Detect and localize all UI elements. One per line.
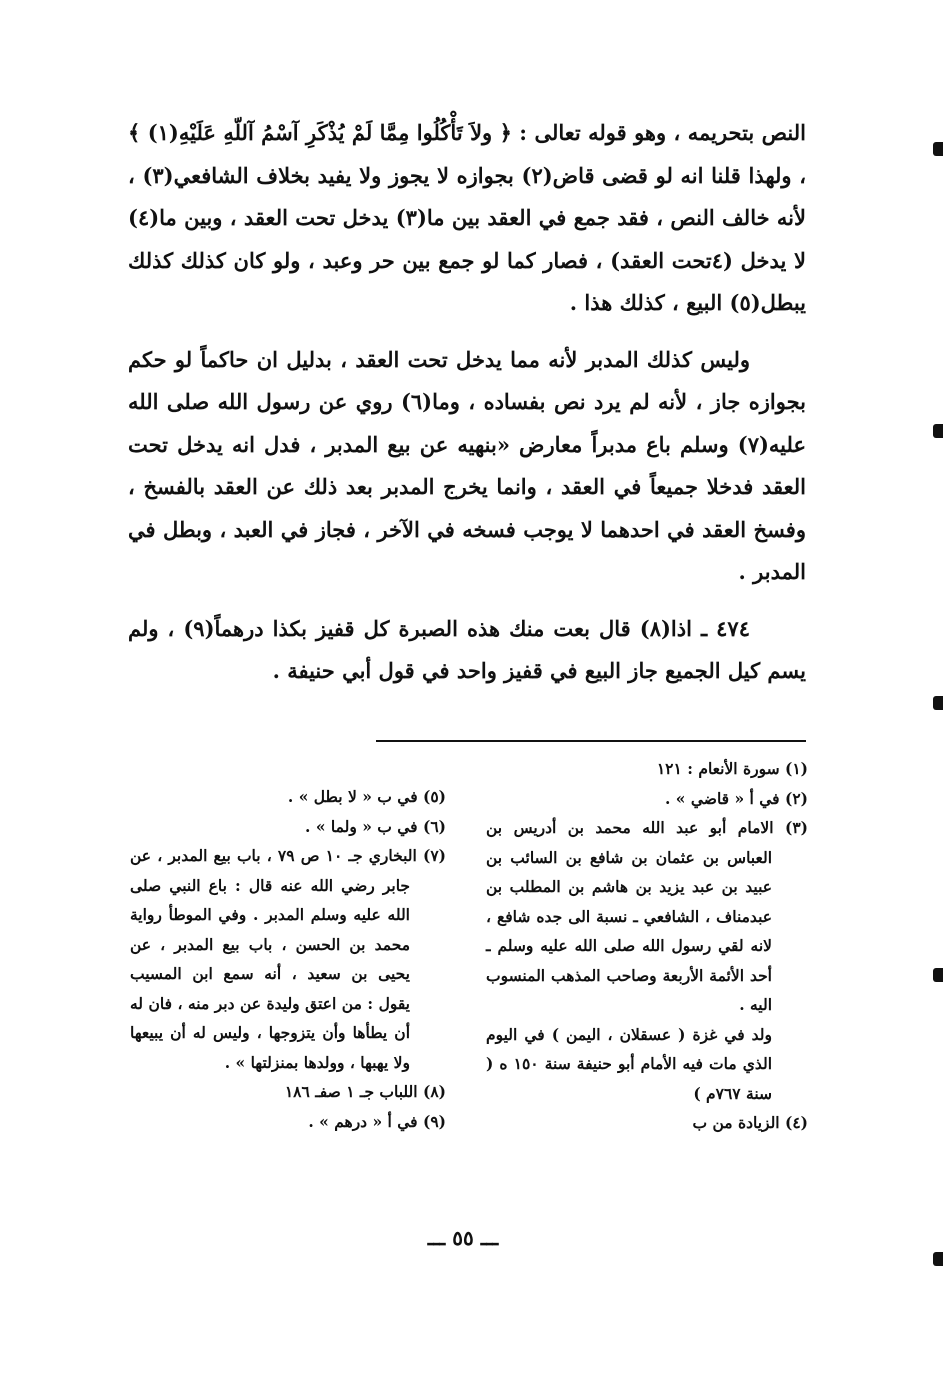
footnote-3: (٣) الامام أبو عبد الله محمد بن أدريس بن العباس بن عثمان بن شافع بن السائب بن عبيد بن عبد يزيد بن هاشم بن المطلب بن عبدمناف ، الشافعي ـ نسبة الى جده شافع ، لانه لقي رسول الله صلى الله عليه وسلم ـ أحد الأئمة الأربعة وصاحب المذهب المنسوب اليه . <box>486 818 808 1014</box>
footnote-1: (١) سورة الأنعام : ١٢١ <box>656 759 808 778</box>
footnote-5: (٥) في ب « لا بطل » . <box>287 787 446 806</box>
margin-mark <box>933 696 943 710</box>
footnotes-right-column <box>486 754 808 1138</box>
page-number: ـــ ٥٥ ـــ <box>427 1226 499 1250</box>
paragraph-1: النص بتحريمه ، وهو قوله تعالى : ﴿ ولاَ تَأْكُلُوا مِمَّا لَمْ يُذْكَرِ آسْمُ آللّهِ عَلَيْهِ(١) ﴾ ، ولهذا قلنا انه لو قضى قاض(٢) بجوازه لا يجوز ولا يفيد بخلاف الشافعي(٣) ، لأنه خالف النص ، فقد جمع في العقد بين ما(٣) يدخل تحت العقد ، وبين ما(٤) لا يدخل (٤تحت العقد) ، فصار كما لو جمع بين حر وعبد ، ولو كان كذلك كذلك يبطل(٥) البيع ، كذلك هذا . <box>128 120 807 315</box>
margin-mark <box>933 142 943 156</box>
footnote-4: (٤) الزيادة من ب <box>692 1113 808 1132</box>
margin-mark <box>933 968 943 982</box>
paragraph-2-text: وليس كذلك المدبر لأنه مما يدخل تحت العقد ، بدليل ان حاكماً لو حكم بجوازه جاز ، لأنه لم يرد نص بفساده ، وما(٦) روي عن رسول الله صلى الله عليه(٧) وسلم باع مدبراً معارض «بنهيه عن بيع المدبر ، فدل انه يدخل تحت العقد فدخلا جميعاً في العقد ، وانما يخرج المدبر بعد ذلك عن العقد بالفسخ ، وفسخ العقد في احدهما لا يوجب فسخه في الآخر ، فجاز في العبد ، وبطل في المدبر . <box>128 346 807 584</box>
paragraph-2 <box>128 339 806 594</box>
paragraph-3-text: ٤٧٤ ـ اذا(٨) قال بعت منك هذه الصبرة كل قفيز بكذا درهماً(٩) ، ولم يسم كيل الجميع جاز البيع في قفيز واحد في قول أبي حنيفة . <box>128 615 806 683</box>
main-text <box>128 112 806 693</box>
footnotes-left-column <box>130 782 446 1136</box>
margin-mark <box>933 424 943 438</box>
footnote-9: (٩) في أ « درهم » . <box>308 1111 446 1131</box>
paragraph-3 <box>128 608 806 693</box>
margin-mark <box>933 1252 943 1266</box>
footnote-3-continuation: ولد في غزة ( عسقلان ، اليمن ) في اليوم الذي مات فيه الأمام أبو حنيفة سنة ١٥٠ ه ( سنة ٧٦٧م ) <box>486 1024 773 1103</box>
footnote-2: (٢) في أ « قاضي » . <box>664 788 808 808</box>
footnote-7: (٧) البخاري جـ ١٠ ص ٧٩ ، باب بيع المدبر ، عن جابر رضي الله عنه قال : باع النبي صلى الله عليه وسلم المدبر . وفي الموطأ رواية محمد بن الحسن ، باب بيع المدبر ، عن يحيى بن سعيد ، أنه سمع ابن المسيب يقول : من اعتق وليدة عن دبر منه ، فان له أن يطأها وأن يتزوجها ، وليس له أن يبيعها ولا يهبها ، وولدها بمنزلتها » . <box>130 846 446 1072</box>
footnote-8: (٨) اللباب جـ ١ صفـ ١٨٦ <box>284 1082 446 1101</box>
footnote-6: (٦) في ب « ولما » . <box>305 816 446 836</box>
footnote-separator <box>376 740 806 742</box>
